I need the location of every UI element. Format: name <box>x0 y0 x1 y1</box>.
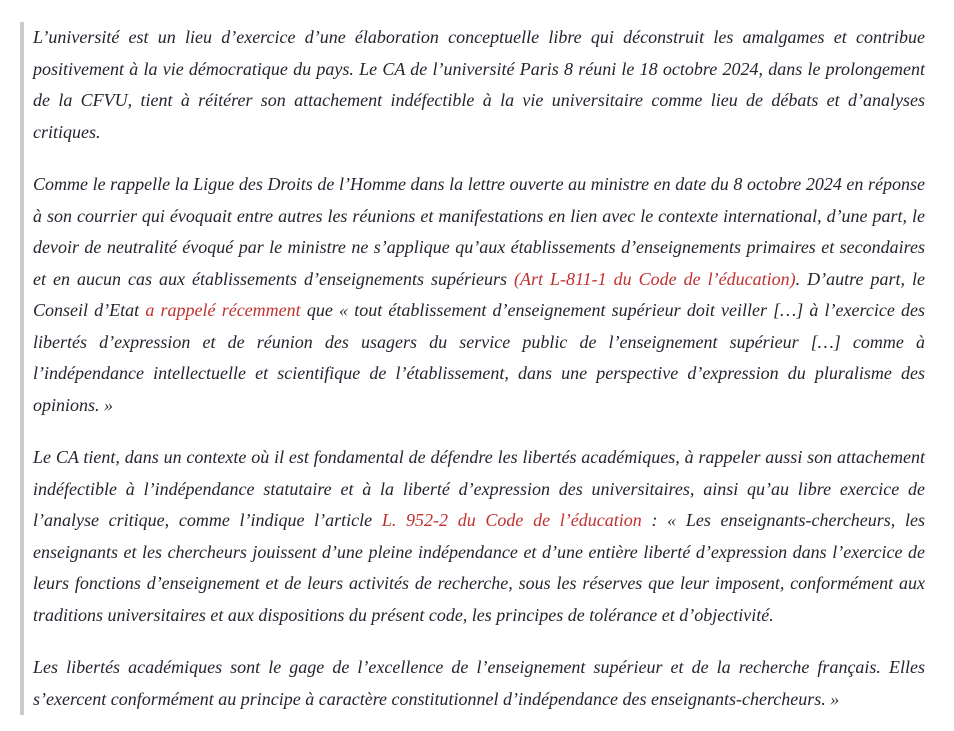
paragraph-text: que « tout établissement d’enseignement supérieur doit veiller […] à l’exercice des libertés d’expression et de réunion des usagers du service public de l’enseignement supérieur […] comme à l’indépendance intellectuelle et scientifique de l’établissement, dans une perspective d’expression du pluralisme des opinions. » <box>33 300 925 415</box>
paragraph-text: L’université est un lieu d’exercice d’une élaboration conceptuelle libre qui déconstruit les amalgames et contribue positivement à la vie démocratique du pays. Le CA de l’université Paris 8 réuni le 18 octobre 2024, dans le prolongement de la CFVU, tient à réitérer son attachement indéfectible à la vie universitaire comme lieu de débats et d’analyses critiques. <box>33 27 925 142</box>
page <box>0 22 954 731</box>
paragraph <box>33 442 925 631</box>
paragraph <box>33 22 925 148</box>
link-a-rappele-recemment[interactable]: a rappelé récemment <box>145 300 301 320</box>
paragraph-text: Comme le rappelle la Ligue des Droits de l’Homme dans la lettre ouverte au ministre en date du 8 octobre 2024 en réponse à son courrier qui évoquait entre autres les réunions et manifestations en lien avec le contexte international, d’une part, le devoir de neutralité évoqué par le ministre ne s’applique qu’aux établissements d’enseignements primaires et secondaires et en aucun cas aux établissements d’enseignements supérieurs <box>33 174 925 289</box>
link-art-l811-1-code-education[interactable]: (Art L-811-1 du Code de l’éducation) <box>513 268 796 289</box>
paragraph-text: Le CA tient, dans un contexte où il est fondamental de défendre les libertés académiques, à rappeler aussi son attachement indéfectible à l’indépendance statutaire et à la liberté d’expression des universitaires, ainsi qu’au libre exercice de l’analyse critique, comme l’indique l’article <box>33 447 925 530</box>
paragraph <box>33 652 925 715</box>
blockquote <box>20 22 925 715</box>
paragraph-text: . D’autre part, le Conseil d’Etat <box>33 268 925 320</box>
paragraph-text: Les libertés académiques sont le gage de l’excellence de l’enseignement supérieur et de la recherche français. Elles s’exercent conformément au principe à caractère constitutionnel d’indépendance des enseignants-chercheurs. » <box>33 657 925 709</box>
link-l-952-2-code-education[interactable]: L. 952-2 du Code de l’éducation <box>381 510 642 530</box>
paragraph <box>33 169 925 421</box>
paragraph-text: : « Les enseignants-chercheurs, les enseignants et les chercheurs jouissent d’une pleine indépendance et d’une entière liberté d’expression dans l’exercice de leurs fonctions d’enseignement et de leurs activités de recherche, sous les réserves que leur imposent, conformément aux traditions universitaires et aux dispositions du présent code, les principes de tolérance et d’objectivité. <box>33 510 925 625</box>
